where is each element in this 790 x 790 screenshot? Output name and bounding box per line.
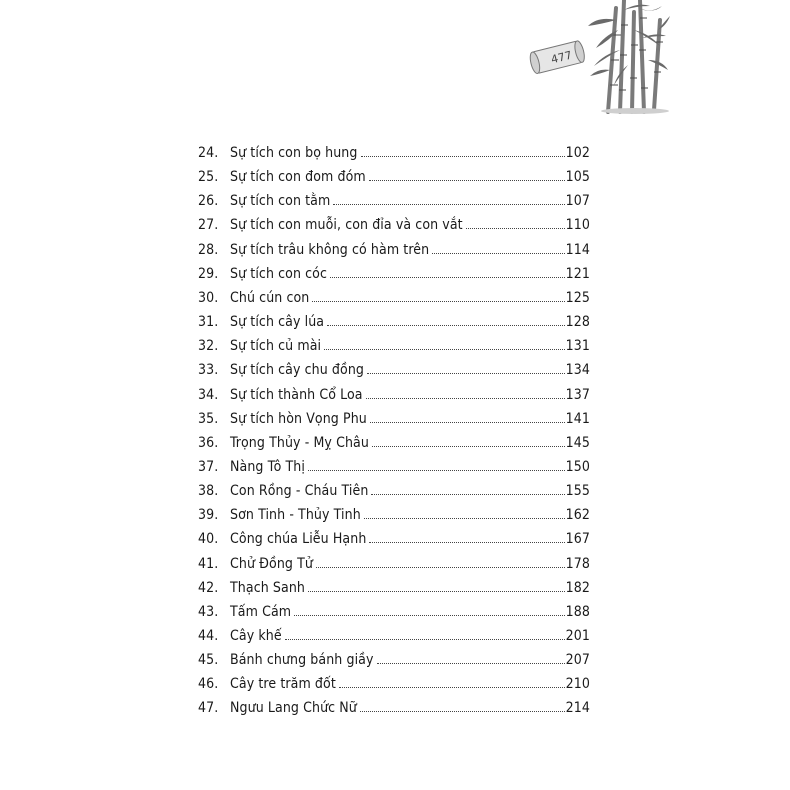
toc-entry [198, 501, 590, 523]
toc-entry-title: Sự tích thành Cổ Loa [230, 386, 363, 403]
toc-entry [198, 574, 590, 596]
toc-dot-leader [361, 155, 565, 157]
toc-entry-title: Sự tích củ mài [230, 338, 322, 355]
toc-entry-number: 41. [198, 555, 219, 572]
toc-entry-number: 32. [198, 338, 219, 355]
toc-dot-leader [285, 638, 565, 640]
toc-dot-leader [339, 686, 565, 688]
toc-entry [198, 187, 590, 209]
toc-entry-title: Tấm Cám [230, 603, 292, 620]
toc-entry [198, 477, 590, 499]
toc-entry-title: Nàng Tô Thị [230, 458, 305, 475]
toc-entry-title: Con Rồng - Cháu Tiên [230, 483, 369, 500]
toc-entry-number: 39. [198, 507, 219, 524]
toc-entry [198, 405, 590, 427]
toc-entry [198, 694, 590, 716]
toc-entry-number: 46. [198, 676, 219, 693]
toc-entry-title: Thạch Sanh [230, 579, 305, 596]
toc-entry-page: 145 [565, 434, 590, 451]
toc-entry-page: 105 [565, 169, 590, 186]
toc-entry-number: 25. [198, 169, 219, 186]
toc-entry [198, 550, 590, 572]
toc-entry-page: 114 [565, 241, 590, 258]
toc-entry-number: 26. [198, 193, 219, 210]
toc-entry-number: 28. [198, 241, 219, 258]
toc-entry [198, 429, 590, 451]
toc-dot-leader [369, 541, 564, 543]
toc-entry [198, 525, 590, 547]
toc-entry-page: 137 [565, 386, 590, 403]
toc-entry [198, 453, 590, 475]
toc-dot-leader [377, 662, 565, 664]
toc-dot-leader [366, 397, 565, 399]
toc-entry-title: Bánh chưng bánh giầy [230, 652, 374, 669]
toc-entry-number: 34. [198, 386, 219, 403]
toc-entry-title: Sự tích con cóc [230, 265, 327, 282]
toc-entry-page: 110 [565, 217, 590, 234]
toc-entry-number: 27. [198, 217, 219, 234]
toc-entry-number: 35. [198, 410, 219, 427]
toc-entry-title: Sự tích hòn Vọng Phu [230, 410, 367, 427]
toc-entry [198, 356, 590, 378]
toc-entry-number: 37. [198, 458, 219, 475]
toc-dot-leader [333, 203, 564, 205]
toc-entry-title: Sơn Tinh - Thủy Tinh [230, 507, 361, 524]
toc-entry-page: 155 [565, 483, 590, 500]
toc-entry-title: Cây khế [230, 628, 282, 644]
toc-entry-number: 31. [198, 314, 219, 331]
toc-entry-number: 43. [198, 603, 219, 620]
toc-entry-title: Sự tích con bọ hung [230, 145, 358, 161]
toc-entry-title: Chử Đồng Tử [230, 555, 313, 572]
toc-dot-leader [367, 372, 565, 374]
toc-entry [198, 139, 590, 161]
toc-entry-page: 162 [565, 507, 590, 524]
toc-dot-leader [324, 348, 565, 350]
toc-entry-number: 45. [198, 652, 219, 669]
toc-entry-title: Sự tích cây lúa [230, 314, 325, 331]
toc-entry-page: 128 [565, 314, 590, 331]
toc-dot-leader [372, 445, 565, 447]
toc-entry-title: Cây tre trăm đốt [230, 676, 336, 693]
toc-entry-title: Công chúa Liễu Hạnh [230, 531, 367, 548]
toc-entry [198, 381, 590, 403]
toc-entry-number: 33. [198, 362, 219, 379]
toc-entry-page: 201 [565, 628, 590, 644]
toc-entry [198, 260, 590, 282]
toc-entry [198, 670, 590, 692]
toc-entry [198, 163, 590, 185]
toc-entry-page: 102 [565, 145, 590, 161]
toc-entry-title: Sự tích cây chu đồng [230, 362, 364, 379]
toc-entry-number: 40. [198, 531, 219, 548]
toc-entry [198, 284, 590, 306]
toc-entry-page: 214 [565, 700, 590, 717]
toc-entry-number: 24. [198, 145, 219, 161]
toc-dot-leader [466, 227, 565, 229]
toc-entry-page: 131 [565, 338, 590, 355]
toc-dot-leader [316, 566, 565, 568]
toc-entry-number: 42. [198, 579, 219, 596]
toc-entry-title: Sự tích trâu không có hàm trên [230, 241, 430, 258]
toc-dot-leader [370, 421, 565, 423]
toc-entry [198, 622, 590, 644]
toc-dot-leader [312, 300, 564, 302]
toc-entry-page: 141 [565, 410, 590, 427]
toc-entry-page: 182 [565, 579, 590, 596]
toc-entry-title: Chú cún con [230, 289, 310, 306]
toc-dot-leader [364, 517, 565, 519]
toc-entry-number: 44. [198, 628, 219, 644]
toc-entry-title: Sự tích con tằm [230, 193, 331, 210]
toc-entry-title: Sự tích con đom đóm [230, 169, 366, 186]
toc-dot-leader [432, 252, 564, 254]
toc-entry-title: Ngưu Lang Chức Nữ [230, 700, 357, 717]
toc-entry [198, 598, 590, 620]
toc-entry [198, 332, 590, 354]
toc-entry-number: 36. [198, 434, 219, 451]
toc-entry-page: 210 [565, 676, 590, 693]
toc-dot-leader [308, 590, 565, 592]
toc-entry-page: 125 [565, 289, 590, 306]
toc-entry-page: 150 [565, 458, 590, 475]
toc-entry-page: 188 [565, 603, 590, 620]
toc-entry-number: 47. [198, 700, 219, 717]
toc-entry [198, 308, 590, 330]
toc-dot-leader [360, 710, 565, 712]
toc-entry [198, 646, 590, 668]
toc-dot-leader [294, 614, 564, 616]
toc-entry-page: 121 [565, 265, 590, 282]
toc-entry [198, 211, 590, 233]
toc-entry-page: 167 [565, 531, 590, 548]
toc-entry-page: 207 [565, 652, 590, 669]
toc-entry-title: Trọng Thủy - Mỵ Châu [230, 434, 369, 451]
page-number: 477 [549, 48, 574, 67]
toc-dot-leader [369, 179, 565, 181]
toc-entry-page: 134 [565, 362, 590, 379]
toc-dot-leader [327, 324, 565, 326]
toc-dot-leader [371, 493, 564, 495]
toc-dot-leader [330, 276, 565, 278]
toc-entry-number: 30. [198, 289, 219, 306]
toc-entry [198, 236, 590, 258]
toc-dot-leader [308, 469, 565, 471]
toc-entry-number: 38. [198, 483, 219, 500]
toc-entry-page: 178 [565, 555, 590, 572]
toc-entry-page: 107 [565, 193, 590, 210]
toc-entry-number: 29. [198, 265, 219, 282]
toc-entry-title: Sự tích con muỗi, con đỉa và con vắt [230, 217, 463, 234]
